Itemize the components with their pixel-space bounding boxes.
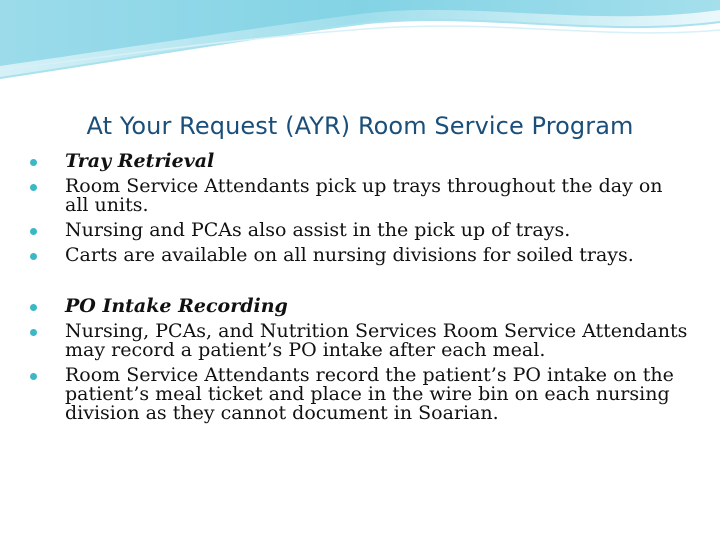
bullet-item [30, 221, 690, 240]
bullet-dot-icon [30, 253, 37, 260]
decorative-wave-header [0, 0, 720, 90]
bullet-item [30, 177, 690, 215]
group-spacer [30, 271, 690, 297]
bullet-text: Nursing, PCAs, and Nutrition Services Room Service Attendants may record a patient’s PO intake after each meal. [65, 320, 688, 361]
bullet-item [30, 246, 690, 265]
bullet-heading-text: Tray Retrieval [65, 150, 215, 172]
bullet-text: Room Service Attendants record the patient’s PO intake on the patient’s meal ticket and place in the wire bin on each nursing division as they cannot document in Soarian. [65, 364, 674, 424]
bullet-dot-icon [30, 228, 37, 235]
bullet-text: Nursing and PCAs also assist in the pick up of trays. [65, 219, 571, 241]
slide-title: At Your Request (AYR) Room Service Program [86, 112, 634, 140]
bullet-item [30, 322, 690, 360]
bullet-dot-icon [30, 304, 37, 311]
bullet-dot-icon [30, 184, 37, 191]
bullet-dot-icon [30, 159, 37, 166]
bullet-text: Carts are available on all nursing divisions for soiled trays. [65, 244, 634, 266]
bullet-item [30, 366, 690, 423]
bullet-text: Room Service Attendants pick up trays throughout the day on all units. [65, 175, 663, 216]
bullet-dot-icon [30, 329, 37, 336]
bullet-item [30, 152, 690, 171]
bullet-heading-text: PO Intake Recording [65, 295, 288, 317]
bullet-dot-icon [30, 373, 37, 380]
bullet-list [30, 152, 690, 429]
bullet-item [30, 297, 690, 316]
